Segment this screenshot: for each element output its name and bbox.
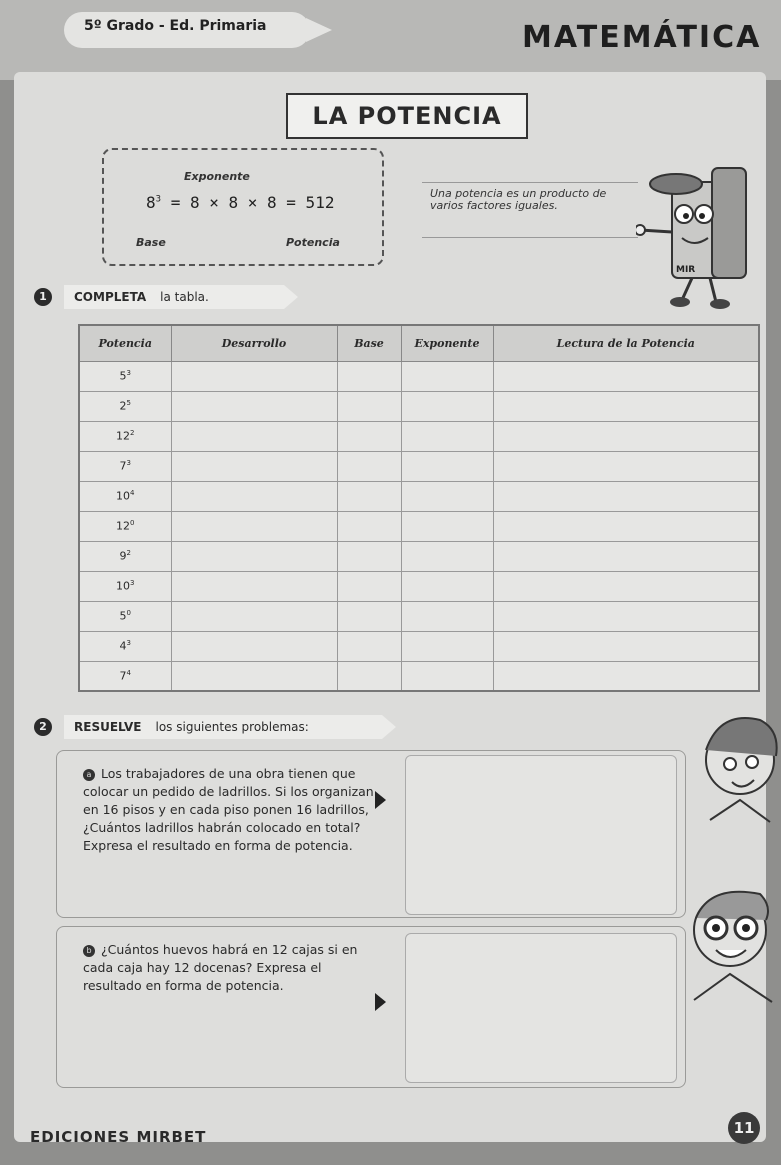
lectura-cell[interactable] xyxy=(493,601,759,631)
problem-a-answer-box[interactable] xyxy=(405,755,677,915)
lectura-cell[interactable] xyxy=(493,421,759,451)
table-row xyxy=(79,361,759,391)
base-cell[interactable] xyxy=(337,481,401,511)
grade-label xyxy=(64,12,310,48)
power-exponent: 3 xyxy=(126,639,131,648)
section-2-instruction: los siguientes problemas: xyxy=(155,720,309,734)
equation-base: 8 xyxy=(146,193,156,212)
grade-text: 5º Grado - Ed. Primaria xyxy=(84,18,267,34)
power-base: 2 xyxy=(119,399,127,413)
lectura-cell[interactable] xyxy=(493,631,759,661)
power-exponent: 3 xyxy=(126,459,131,468)
problem-b-statement: ¿Cuántos huevos habrá en 12 cajas si en cada caja hay 12 docenas? Expresa el resultado en forma de potencia. xyxy=(83,942,358,993)
problem-a-card xyxy=(56,750,686,918)
base-cell[interactable] xyxy=(337,451,401,481)
definition-note: Una potencia es un producto de varios factores iguales. xyxy=(430,187,607,212)
power-exponent: 3 xyxy=(130,579,135,588)
exponente-cell[interactable] xyxy=(401,541,493,571)
page-number: 11 xyxy=(728,1112,760,1144)
desarrollo-cell[interactable] xyxy=(171,481,337,511)
power-exponent: 0 xyxy=(126,609,131,618)
exponente-cell[interactable] xyxy=(401,661,493,691)
boy-illustration xyxy=(680,870,780,1020)
exponente-cell[interactable] xyxy=(401,631,493,661)
table-row xyxy=(79,511,759,541)
lectura-cell[interactable] xyxy=(493,571,759,601)
base-cell[interactable] xyxy=(337,361,401,391)
section-1-keyword: COMPLETA xyxy=(74,290,147,304)
base-cell[interactable] xyxy=(337,601,401,631)
definition-equation xyxy=(146,193,334,212)
section-1-number: 1 xyxy=(34,288,52,306)
exponente-cell[interactable] xyxy=(401,451,493,481)
table-row xyxy=(79,451,759,481)
power-cell xyxy=(79,631,171,661)
power-base: 5 xyxy=(119,369,127,383)
power-cell xyxy=(79,361,171,391)
power-exponent: 2 xyxy=(126,549,131,558)
desarrollo-cell[interactable] xyxy=(171,661,337,691)
power-exponent: 0 xyxy=(130,519,135,528)
exponente-cell[interactable] xyxy=(401,421,493,451)
exponente-cell[interactable] xyxy=(401,571,493,601)
power-cell xyxy=(79,421,171,451)
section-2-keyword: RESUELVE xyxy=(74,720,142,734)
power-cell xyxy=(79,571,171,601)
exponente-cell[interactable] xyxy=(401,511,493,541)
power-exponent: 5 xyxy=(126,399,131,408)
power-cell xyxy=(79,601,171,631)
base-cell[interactable] xyxy=(337,421,401,451)
lectura-cell[interactable] xyxy=(493,361,759,391)
section-2-heading xyxy=(34,715,382,739)
table-row xyxy=(79,601,759,631)
power-label: Potencia xyxy=(286,236,340,249)
pencil-mascot-illustration xyxy=(636,162,748,312)
pencil-tip-icon xyxy=(306,18,332,42)
lectura-cell[interactable] xyxy=(493,661,759,691)
power-exponent: 3 xyxy=(126,369,131,378)
table-row xyxy=(79,421,759,451)
problem-b-letter: b xyxy=(83,945,95,957)
problem-b-answer-box[interactable] xyxy=(405,933,677,1083)
power-cell xyxy=(79,541,171,571)
power-base: 9 xyxy=(119,549,127,563)
base-cell[interactable] xyxy=(337,661,401,691)
lectura-cell[interactable] xyxy=(493,481,759,511)
power-base: 12 xyxy=(116,429,131,443)
base-cell[interactable] xyxy=(337,391,401,421)
section-1-instruction: la tabla. xyxy=(160,290,209,304)
power-table xyxy=(78,324,760,692)
power-base: 4 xyxy=(119,639,127,653)
lectura-cell[interactable] xyxy=(493,391,759,421)
desarrollo-cell[interactable] xyxy=(171,361,337,391)
power-cell xyxy=(79,661,171,691)
header-desarrollo: Desarrollo xyxy=(171,325,337,361)
problem-a-statement: Los trabajadores de una obra tienen que colocar un pedido de ladrillos. Si los organizan en 16 pisos y en cada piso ponen 16 ladrillos, ¿Cuántos ladrillos habrán colocado en total? Expresa el resultado en forma de potencia. xyxy=(83,766,374,853)
desarrollo-cell[interactable] xyxy=(171,631,337,661)
power-exponent: 2 xyxy=(130,429,135,438)
desarrollo-cell[interactable] xyxy=(171,511,337,541)
base-cell[interactable] xyxy=(337,571,401,601)
arrow-right-icon xyxy=(375,993,386,1011)
table-row xyxy=(79,391,759,421)
exponente-cell[interactable] xyxy=(401,601,493,631)
mascot-label: MIR xyxy=(676,265,696,275)
power-base: 7 xyxy=(119,669,127,683)
power-exponent: 4 xyxy=(126,668,131,677)
power-base: 12 xyxy=(116,519,131,533)
section-2-banner xyxy=(64,715,382,739)
exponente-cell[interactable] xyxy=(401,361,493,391)
desarrollo-cell[interactable] xyxy=(171,601,337,631)
header-exponente: Exponente xyxy=(401,325,493,361)
table-header-row xyxy=(79,325,759,361)
section-1-heading xyxy=(34,285,284,309)
problem-b-card xyxy=(56,926,686,1088)
base-label: Base xyxy=(136,236,166,249)
exponente-cell[interactable] xyxy=(401,391,493,421)
base-cell[interactable] xyxy=(337,541,401,571)
base-cell[interactable] xyxy=(337,511,401,541)
power-cell xyxy=(79,451,171,481)
table-row xyxy=(79,631,759,661)
desarrollo-cell[interactable] xyxy=(171,541,337,571)
exponent-label: Exponente xyxy=(184,170,250,183)
lectura-cell[interactable] xyxy=(493,451,759,481)
section-2-number: 2 xyxy=(34,718,52,736)
equation-rest: = 8 × 8 × 8 = 512 xyxy=(161,193,335,212)
base-cell[interactable] xyxy=(337,631,401,661)
equation-exponent: 3 xyxy=(155,194,162,205)
subject-title: MATEMÁTICA xyxy=(522,20,762,55)
header-base: Base xyxy=(337,325,401,361)
lectura-cell[interactable] xyxy=(493,511,759,541)
power-base: 5 xyxy=(119,609,127,623)
power-cell xyxy=(79,481,171,511)
table-row xyxy=(79,661,759,691)
power-cell xyxy=(79,511,171,541)
desarrollo-cell[interactable] xyxy=(171,571,337,601)
section-1-banner xyxy=(64,285,284,309)
table-row xyxy=(79,541,759,571)
power-base: 7 xyxy=(119,459,127,473)
girl-illustration xyxy=(690,700,780,840)
desarrollo-cell[interactable] xyxy=(171,421,337,451)
header-lectura: Lectura de la Potencia xyxy=(493,325,759,361)
table-row xyxy=(79,481,759,511)
problem-a-text xyxy=(83,765,383,855)
power-cell xyxy=(79,391,171,421)
desarrollo-cell[interactable] xyxy=(171,451,337,481)
table-row xyxy=(79,571,759,601)
problem-a-letter: a xyxy=(83,769,95,781)
publisher-footer: EDICIONES MIRBET xyxy=(30,1128,207,1146)
power-base: 10 xyxy=(116,579,131,593)
lectura-cell[interactable] xyxy=(493,541,759,571)
power-exponent: 4 xyxy=(130,489,135,498)
arrow-right-icon xyxy=(375,791,386,809)
header-potencia: Potencia xyxy=(79,325,171,361)
desarrollo-cell[interactable] xyxy=(171,391,337,421)
exponente-cell[interactable] xyxy=(401,481,493,511)
page-title: LA POTENCIA xyxy=(286,93,528,139)
power-base: 10 xyxy=(116,489,131,503)
problem-b-text xyxy=(83,941,383,995)
